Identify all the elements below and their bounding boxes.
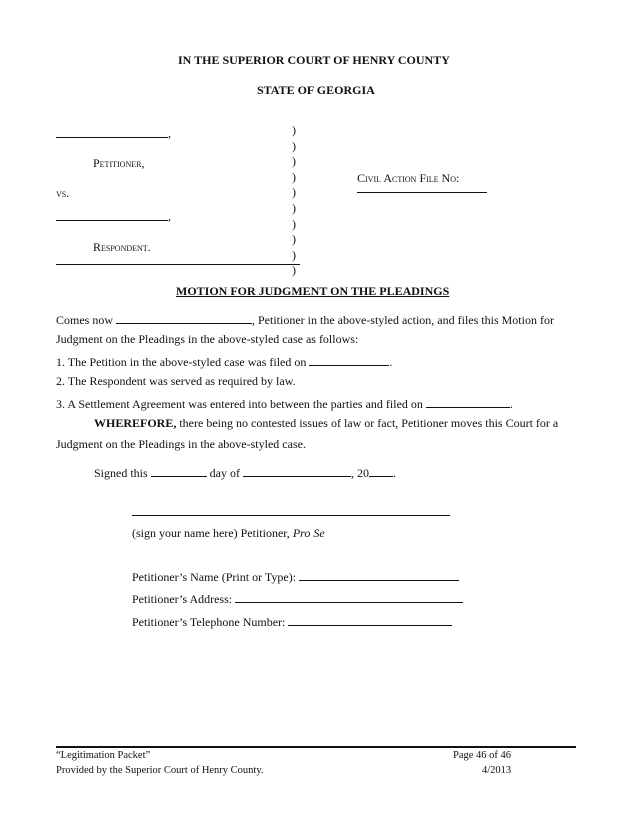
comes-now-name-blank	[116, 311, 252, 324]
petitioner-name-line	[132, 568, 459, 585]
footer-page-number: Page 46 of 46	[453, 750, 512, 761]
wherefore-line	[94, 416, 558, 431]
paren: )	[292, 232, 296, 247]
paren: )	[292, 169, 296, 184]
caption-bottom-rule	[56, 264, 300, 265]
petitioner-phone-line	[132, 613, 452, 630]
petitioner-comma: ,	[168, 126, 171, 140]
vs-label: vs.	[56, 186, 70, 200]
paren: )	[292, 216, 296, 231]
item-3	[56, 395, 513, 412]
civil-action-label: Civil Action File No:	[357, 171, 460, 185]
respondent-name-blank	[56, 220, 168, 221]
item-3-period: .	[509, 397, 513, 411]
court-heading: IN THE SUPERIOR COURT OF HENRY COUNTY	[178, 53, 450, 67]
footer-packet-name: “Legitimation Packet”	[56, 750, 151, 761]
petitioner-name-field	[299, 568, 459, 581]
signed-line	[94, 464, 396, 481]
signature-line	[132, 515, 450, 516]
item-1-text: 1. The Petition in the above-styled case was filed on	[56, 355, 307, 369]
civil-action-number-blank	[357, 192, 487, 193]
petitioner-phone-label: Petitioner’s Telephone Number:	[132, 615, 286, 629]
pro-se-text: Pro Se	[292, 526, 325, 540]
petitioner-name-label: Petitioner’s Name (Print or Type):	[132, 570, 297, 584]
item-1	[56, 353, 392, 370]
petitioner-name-blank	[56, 137, 168, 138]
day-of-text: day of	[209, 466, 240, 480]
petition-filed-date-blank	[309, 353, 389, 366]
paren: )	[292, 247, 296, 262]
paren: )	[292, 123, 296, 137]
settlement-filed-date-blank	[426, 395, 510, 408]
signed-period: .	[393, 466, 396, 480]
motion-title: MOTION FOR JUDGMENT ON THE PLEADINGS	[176, 284, 450, 298]
comes-now-text-a: Comes now	[56, 313, 113, 327]
paren: )	[292, 200, 296, 215]
item-1-period: .	[389, 355, 393, 369]
wherefore-text: there being no contested issues of law or fact, Petitioner moves this Court for a	[176, 416, 559, 430]
respondent-label: Respondent.	[93, 240, 151, 254]
petitioner-address-label: Petitioner’s Address:	[132, 592, 233, 606]
comes-now-text-b: , Petitioner in the above-styled action, and files this Motion for	[252, 313, 554, 327]
petitioner-label: Petitioner,	[93, 156, 145, 170]
signed-month-blank	[243, 464, 351, 477]
item-2: 2. The Respondent was served as required by law.	[56, 374, 296, 388]
respondent-comma: ,	[168, 209, 171, 223]
petitioner-phone-field	[288, 613, 452, 626]
state-heading: STATE OF GEORGIA	[257, 83, 375, 97]
comes-now-line	[56, 311, 554, 328]
wherefore-bold: WHEREFORE,	[94, 416, 177, 430]
year-prefix-text: , 20	[351, 466, 369, 480]
footer-rule	[56, 746, 576, 748]
footer-date: 4/2013	[482, 765, 512, 776]
paren: )	[292, 154, 296, 169]
item-3-text: 3. A Settlement Agreement was entered into between the parties and filed on	[56, 397, 423, 411]
paren: )	[292, 263, 296, 278]
sign-here-text: (sign your name here) Petitioner,	[132, 526, 290, 540]
footer-provided-by: Provided by the Superior Court of Henry County.	[56, 765, 264, 776]
paren: )	[292, 138, 296, 153]
signed-text: Signed this	[94, 466, 148, 480]
wherefore-continuation: Judgment on the Pleadings in the above-styled case.	[56, 437, 306, 451]
caption-parens	[292, 123, 306, 279]
petitioner-address-line	[132, 590, 463, 607]
signed-year-blank	[369, 464, 393, 477]
comes-now-continuation: Judgment on the Pleadings in the above-styled case as follows:	[56, 332, 359, 346]
sign-here-line	[132, 526, 325, 541]
signed-day-blank	[151, 464, 207, 477]
petitioner-address-field	[235, 590, 463, 603]
paren: )	[292, 185, 296, 200]
